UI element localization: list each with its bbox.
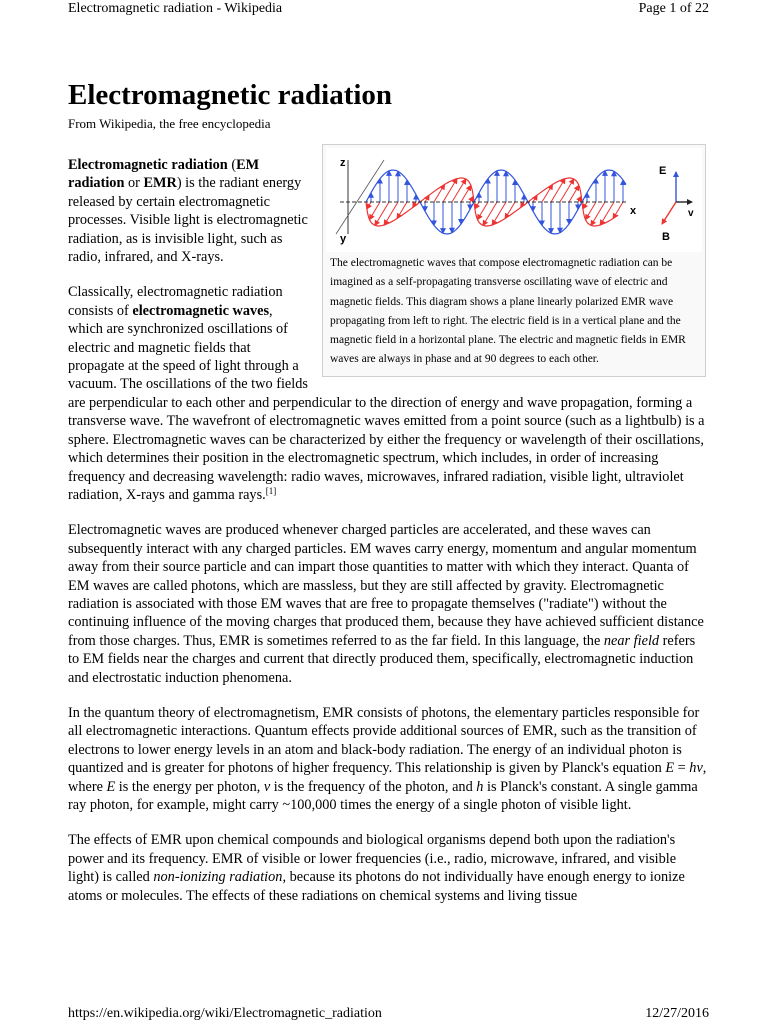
magnetic-vector-arrow: [478, 202, 489, 220]
figure-thumbnail[interactable]: [322, 144, 706, 377]
print-footer-url: https://en.wikipedia.org/wiki/Electromagnetic_radiation: [68, 1006, 382, 1021]
magnetic-vector-arrow: [578, 197, 581, 203]
print-header-page-number: Page 1 of 22: [638, 1, 709, 16]
magnetic-vector-arrow: [542, 185, 553, 203]
term-non-ionizing-radiation: non-ionizing radiation: [153, 869, 283, 886]
axis-label-y: y: [340, 233, 347, 245]
magnetic-vector-arrow: [470, 197, 473, 203]
legend-label-e: E: [659, 165, 667, 177]
citation-link[interactable]: [1]: [265, 485, 277, 496]
magnetic-vector-arrow: [586, 202, 597, 220]
term-em-radiation: EM radiation: [68, 157, 260, 192]
axis-label-x: x: [630, 205, 637, 217]
article-content: [68, 78, 708, 905]
magnetic-vector-arrow: [475, 202, 479, 209]
em-wave-diagram[interactable]: [326, 148, 702, 252]
magnetic-vector-arrow: [375, 202, 389, 225]
term-near-field: near field: [603, 632, 660, 649]
magnetic-vector-arrow: [483, 202, 497, 225]
vector-legend: [659, 165, 694, 243]
legend-label-v: v: [688, 208, 694, 219]
print-footer-date: 12/27/2016: [645, 1006, 709, 1021]
term-emr: EMR: [143, 175, 177, 192]
magnetic-vector-arrow: [569, 186, 579, 203]
legend-label-b: B: [662, 231, 670, 243]
page-title: Electromagnetic radiation: [68, 79, 393, 111]
term-electromagnetic-waves: electromagnetic waves: [132, 302, 270, 319]
magnetic-vector-arrow: [397, 202, 407, 219]
figure-caption: The electromagnetic waves that compose electromagnetic radiation can be imagined as a self-propagating transverse oscillating wave of electric and magnetic fields. This diagram shows a plane linearly polarized EMR wave propagating from left to right. The electric field is in a vertical plane and the magnetic field in a horizontal plane. The electric and magnetic fields in EMR waves are always in phase and at 90 degrees to each other.: [330, 257, 686, 366]
paragraph-quantum: In the quantum theory of electromagnetism, EMR consists of photons, the elementary particles responsible for all electromagnetic interactions. Quantum effects provide additional sources of EMR, such as the transition of electrons to lower energy levels in an atom and black-body radiation. The energy of an individual photon is quantized and is greater for photons of higher frequency. This relationship is given by Planck's equation E = hν, where E is the energy per photon, ν is the frequency of the photon, and h is Planck's constant. A single gamma ray photon, for example, might carry ~100,000 times the energy of a single photon of visible light.: [68, 704, 707, 813]
magnetic-vector-arrow: [583, 202, 587, 209]
magnetic-vector-arrow: [434, 185, 445, 203]
paragraph-production: Electromagnetic waves are produced whenever charged particles are accelerated, and these waves can subsequently interact with any charged particles. EM waves carry energy, momentum and angular momentum away from their source particle and can impart those quantities to matter with which they interact. Quanta of EM waves are called photons, which are massless, but they are still affected by gravity. Electromagnetic radiation is associated with those EM waves that are free to propagate themselves ("radiate") without the continuing influence of the moving charges that produced them, because they have achieved sufficient distance from those charges. Thus, EMR is sometimes referred to as the far field. In this language, the near field refers to EM fields near the charges and current that directly produced them, specifically, electromagnetic induction and electrostatic induction phenomena.: [68, 522, 704, 686]
paragraph-classical: Classically, electromagnetic radiation consists of electromagnetic waves, which are synchronized oscillations of electric and magnetic fields that propagate at the speed of light through a vacuum. The oscillations of the two fields are perpendicular to each other and perpendicular to the direction of energy and wave propagation, forming a transverse wave. The wavefront of electromagnetic waves emitted from a point source (such as a lightbulb) is a sphere. Electromagnetic waves can be characterized by either the frequency or wavelength of their oscillations, which determines their position in the electromagnetic spectrum, which includes, in order of increasing frequency and decreasing wavelength: radio waves, microwaves, infrared radiation, visible light, ultraviolet radiation, X-rays and gamma rays.[1]: [68, 284, 705, 503]
magnetic-vector-arrow: [613, 202, 623, 219]
magnetic-vector-arrow: [560, 179, 574, 202]
magnetic-vector-arrow: [370, 202, 381, 220]
page-subtitle: From Wikipedia, the free encyclopedia: [68, 116, 271, 131]
magnetic-vector-arrow: [452, 179, 466, 202]
axis-label-z: z: [340, 157, 346, 169]
magnetic-vector-arrow: [461, 186, 471, 203]
print-header-title: Electromagnetic radiation - Wikipedia: [68, 1, 283, 16]
magnetic-vector-arrow: [505, 202, 515, 219]
magnetic-vector-arrow: [367, 202, 371, 209]
term-electromagnetic-radiation: Electromagnetic radiation: [68, 157, 228, 173]
paragraph-effects: The effects of EMR upon chemical compounds and biological organisms depend both upon the radiation's power and its frequency. EMR of visible or lower frequencies (i.e., radio, microwave, infrared, and visible light) is called non-ionizing radiation, because its photons do not individually have enough energy to ionize atoms or molecules. The effects of these radiations on chemical systems and living tissue: [68, 832, 685, 904]
magnetic-vector-arrow: [591, 202, 605, 225]
paragraph-intro: Electromagnetic radiation (EM radiation or EMR) is the radiant energy released by certain electromagnetic processes. Visible light is electromagnetic radiation, as is invisible light, such as radio, infrared, and X-rays.: [68, 157, 308, 266]
